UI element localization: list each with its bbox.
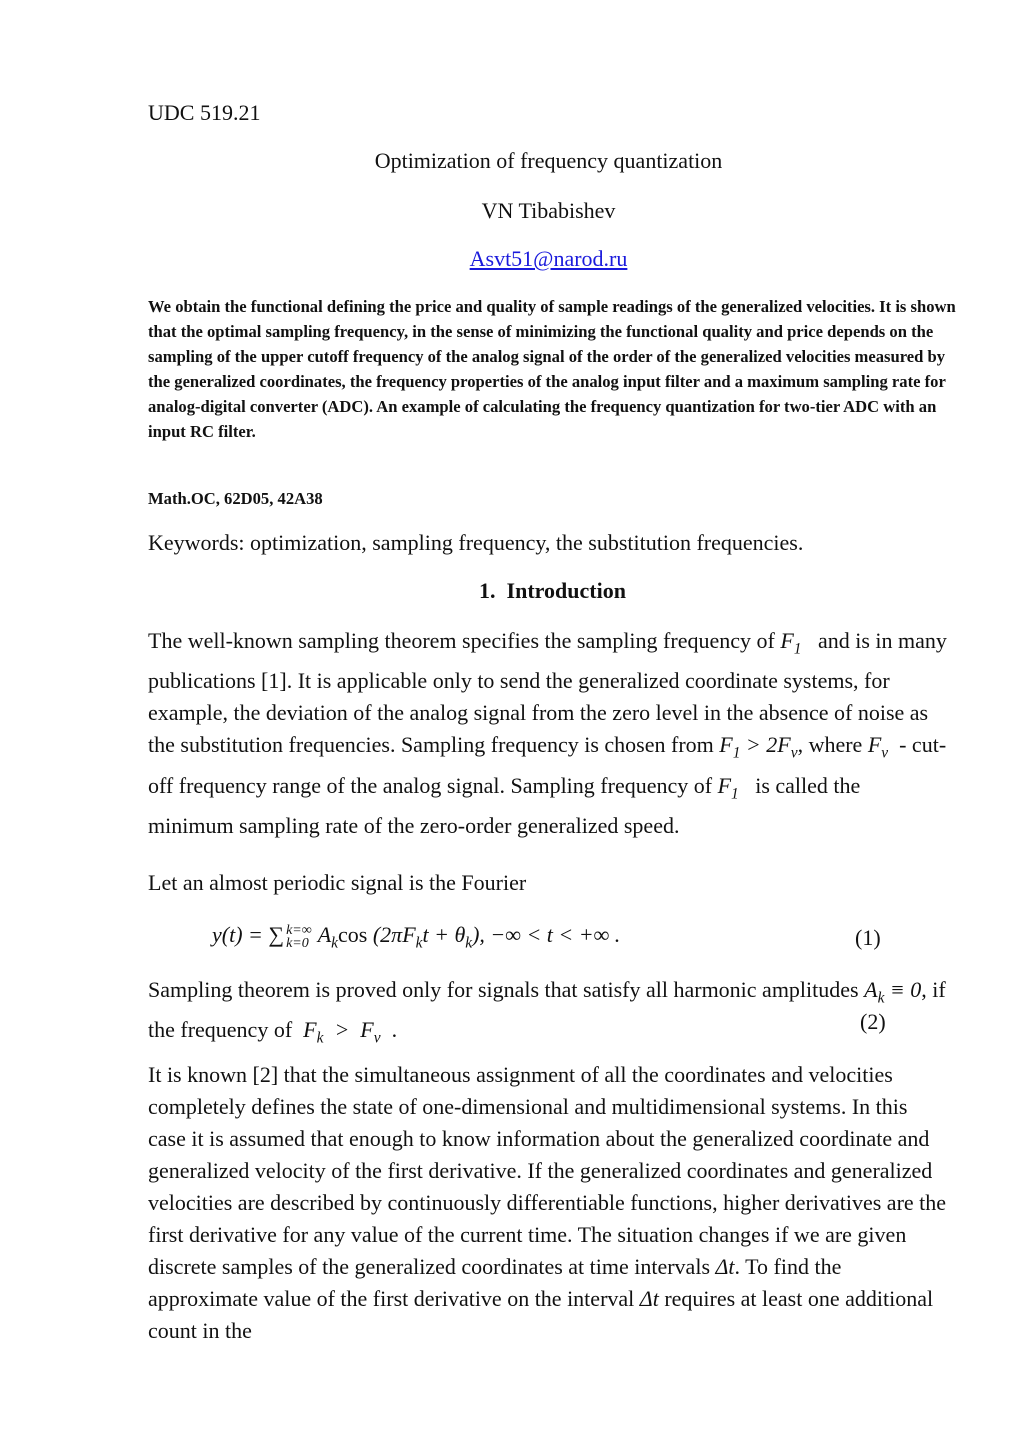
section-title: Introduction [506, 578, 626, 603]
section-number: 1. [479, 578, 496, 603]
paragraph-1: The well-known sampling theorem specifies the sampling frequency of $F_1$ and is in many publications [1]. It is applicable only to send the generalized coordinate systems, for example, the deviation of the analog signal from the zero level in the absence of noise as the substitution frequencies. Sampling frequency is chosen from $F_1 > 2F_v$, where $F_v - cut-off$ frequency range of the analog signal. Sampling frequency of $F_1$ is called the minimum sampling rate of the zero-order generalized speed. [148, 628, 947, 839]
paragraph-2: Let an almost periodic signal is the Fourier [148, 870, 527, 895]
author-name: VN Tibabishev [481, 198, 616, 223]
msc-classification: Math.OC, 62D05, 42A38 [148, 489, 323, 508]
keywords: Keywords: optimization, sampling frequency, the substitution frequencies. [148, 530, 804, 555]
udc-code: UDC 519.21 [148, 100, 261, 125]
abstract: We obtain the functional defining the price and quality of sample readings of the generalized velocities. It is shown that the optimal sampling frequency, in the sense of minimizing the functional quality and price depends on the sampling of the upper cutoff frequency of the analog signal of the order of the generalized velocities measured by the generalized coordinates, the frequency properties of the analog input filter and a maximum sampling rate for analog-digital converter (ADC). An example of calculating the frequency quantization for two-tier ADC with an input RC filter. [148, 297, 956, 441]
paragraph-4: It is known [2] that the simultaneous assignment of all the coordinates and velocities completely defines the state of one-dimensional and multidimensional systems. In this case it is assumed that enough to know information about the generalized coordinate and generalized velocity of the first derivative. If the generalized coordinates and generalized velocities are described by continuously differentiable functions, higher derivatives are the first derivative for any value of the current time. The situation changes if we are given discrete samples of the generalized coordinates at time intervals Δt. To find the approximate value of the first derivative on the interval Δt requires at least one additional count in the [148, 1062, 947, 1343]
formula-1: y(t) = ∑ k=∞ k=0 $A_k\cos$ $(2\pi F_kt + \theta_k)$, −∞ < t < +∞ . [212, 922, 621, 952]
formula-2-number: (2) [860, 1009, 886, 1034]
paper-title: Optimization of frequency quantization [374, 148, 723, 173]
formula-1-number: (1) [855, 925, 881, 950]
author-email [0, 246, 1024, 272]
email-link[interactable]: Asvt51@narod.ru [469, 246, 628, 271]
section-heading [0, 578, 1024, 604]
paragraph-3: Sampling theorem is proved only for signals that satisfy all harmonic amplitudes $A_k \equiv 0$, if the frequency of $F_k > F_v$ . [148, 977, 946, 1047]
